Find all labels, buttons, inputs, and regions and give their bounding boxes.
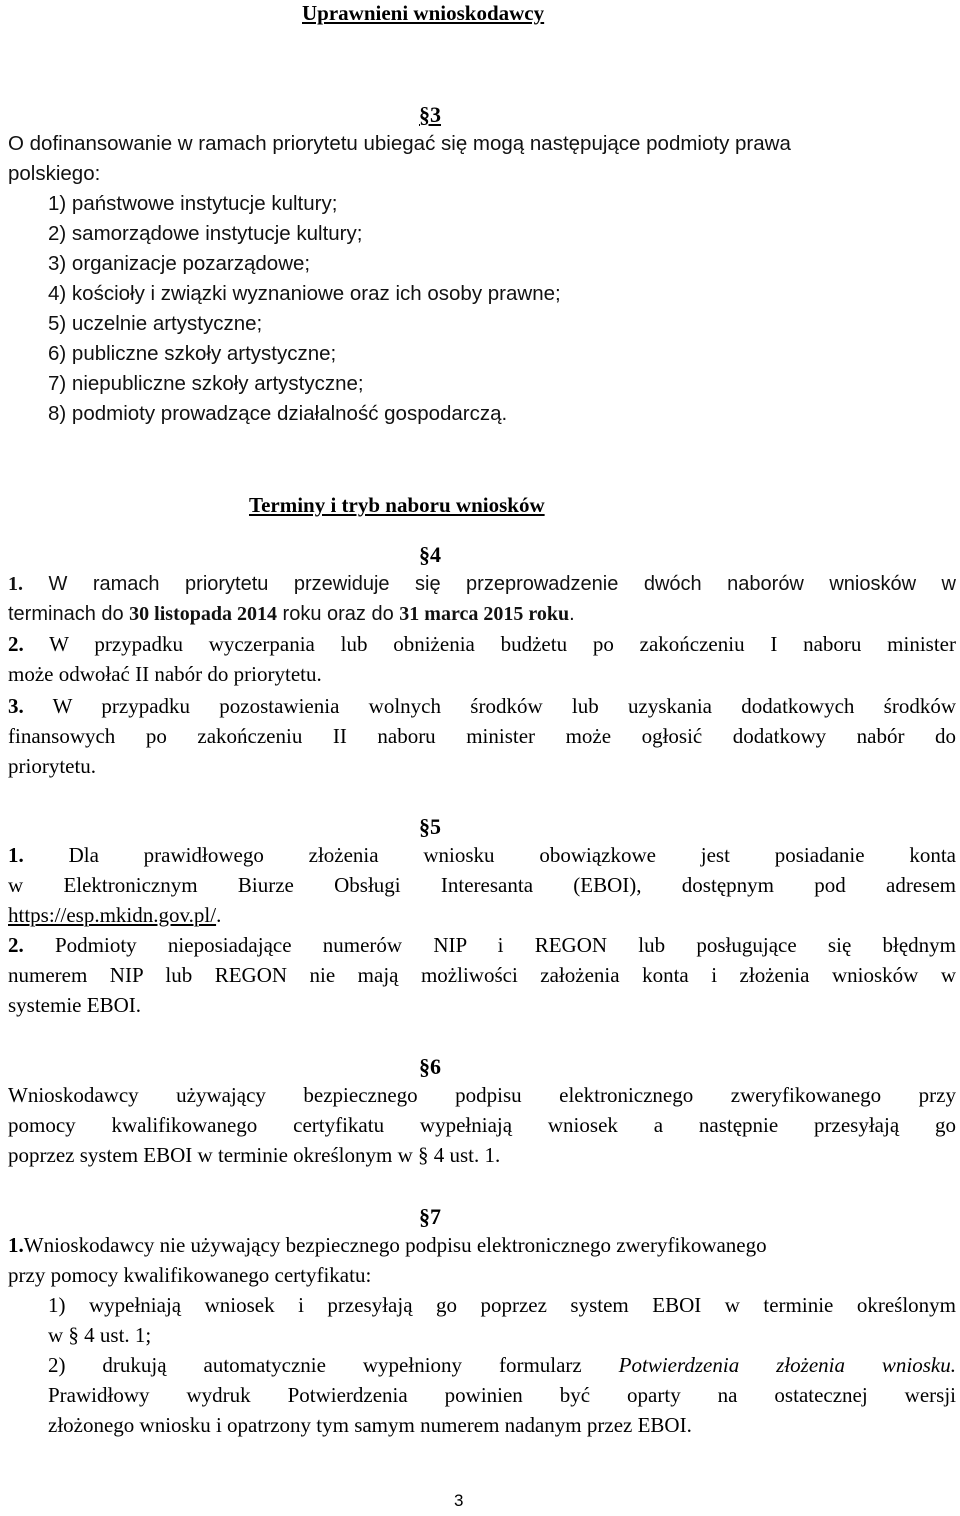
paragraph-mark-5: §5: [419, 814, 441, 839]
s6-line3: poprzez system EBOI w terminie określonym w § 4 ust. 1.: [8, 1143, 501, 1167]
s4-p3-line2: finansowych po zakończeniu II naboru minister może ogłosić dodatkowy nabór do: [8, 724, 956, 748]
s4-p3-line3: priorytetu.: [8, 754, 97, 778]
list-item: 7) niepubliczne szkoły artystyczne;: [48, 372, 364, 395]
list-item: 2) samorządowe instytucje kultury;: [48, 222, 363, 245]
paragraph-mark-6: §6: [419, 1054, 441, 1079]
s7-item2-line2: Prawidłowy wydruk Potwierdzenia powinien być oparty na ostatecznej wersji: [48, 1383, 956, 1407]
list-item: 3) organizacje pozarządowe;: [48, 252, 311, 275]
s7-item1-line2: w § 4 ust. 1;: [48, 1323, 152, 1347]
paragraph-sign: §: [419, 102, 430, 127]
list-item: 8) podmioty prowadzące działalność gospodarczą.: [48, 402, 508, 425]
paragraph-sign: §: [419, 1204, 430, 1229]
s4-p1-line2: terminach do 30 listopada 2014 roku oraz do 31 marca 2015 roku.: [8, 603, 575, 625]
s5-p1-line2: w Elektronicznym Biurze Obsługi Interesanta (EBOI), dostępnym pod adresem: [8, 873, 956, 897]
s5-p2-line1: 2. Podmioty nieposiadające numerów NIP i REGON lub posługujące się błędnym: [8, 933, 956, 957]
s5-p2-line3: systemie EBOI.: [8, 993, 141, 1017]
paragraph-sign: §: [419, 1054, 430, 1079]
list-item: 1) państwowe instytucje kultury;: [48, 192, 338, 215]
s4-p2-line1: 2. W przypadku wyczerpania lub obniżenia budżetu po zakończeniu I naboru minister: [8, 632, 956, 656]
section-heading-uprawnieni: Uprawnieni wnioskodawcy: [302, 1, 545, 25]
s7-item2-line3: złożonego wniosku i opatrzony tym samym numerem nadanym przez EBOI.: [48, 1413, 692, 1437]
s3-intro-line1: O dofinansowanie w ramach priorytetu ubiegać się mogą następujące podmioty prawa: [8, 132, 791, 155]
paragraph-sign: §: [419, 814, 430, 839]
paragraph-sign: §: [419, 542, 430, 567]
list-item: 5) uczelnie artystyczne;: [48, 312, 263, 335]
s4-p1-line1: 1. W ramach priorytetu przewiduje się przeprowadzenie dwóch naborów wniosków w: [8, 573, 957, 595]
s7-item1-line1: 1) wypełniają wniosek i przesyłają go poprzez system EBOI w terminie określonym: [48, 1293, 956, 1317]
paragraph-mark-7: §7: [419, 1204, 441, 1229]
s4-p3-line1: 3. W przypadku pozostawienia wolnych środków lub uzyskania dodatkowych środków: [8, 694, 956, 718]
paragraph-mark-3: §3: [419, 102, 441, 127]
s4-p2-line2: może odwołać II nabór do priorytetu.: [8, 662, 322, 686]
section-heading-terminy: Terminy i tryb naboru wniosków: [249, 493, 545, 517]
s7-p1-line2: przy pomocy kwalifikowanego certyfikatu:: [8, 1263, 372, 1287]
eboi-link[interactable]: https://esp.mkidn.gov.pl/: [8, 903, 217, 927]
s6-line2: pomocy kwalifikowanego certyfikatu wypełniają wniosek a następnie przesyłają go: [8, 1113, 956, 1137]
page-number: 3: [454, 1491, 464, 1510]
s7-item2-line1: 2) drukują automatycznie wypełniony formularz Potwierdzenia złożenia wniosku.: [48, 1353, 956, 1377]
list-item: 6) publiczne szkoły artystyczne;: [48, 342, 337, 365]
s5-p1-line3: https://esp.mkidn.gov.pl/.: [8, 903, 222, 927]
s6-line1: Wnioskodawcy używający bezpiecznego podpisu elektronicznego zweryfikowanego przy: [8, 1083, 956, 1107]
paragraph-mark-4: §4: [419, 542, 441, 567]
list-item: 4) kościoły i związki wyznaniowe oraz ich osoby prawne;: [48, 282, 561, 305]
s5-p2-line2: numerem NIP lub REGON nie mają możliwości założenia konta i złożenia wniosków w: [8, 963, 956, 987]
s5-p1-line1: 1. Dla prawidłowego złożenia wniosku obowiązkowe jest posiadanie konta: [8, 843, 956, 867]
s3-intro-line2: polskiego:: [8, 162, 101, 185]
s7-p1-line1: 1.Wnioskodawcy nie używający bezpiecznego podpisu elektronicznego zweryfikowanego: [8, 1233, 767, 1257]
